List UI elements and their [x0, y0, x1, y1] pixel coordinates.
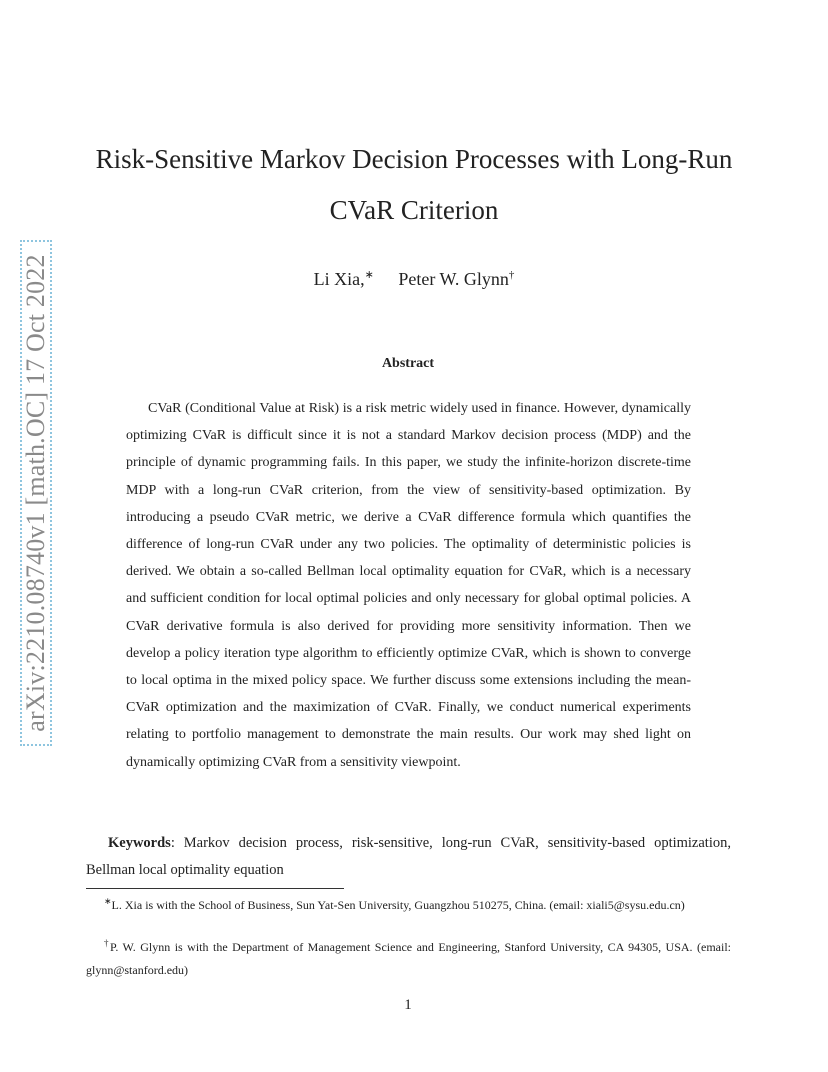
- author-2-name: Peter W. Glynn: [398, 269, 509, 289]
- abstract-body: CVaR (Conditional Value at Risk) is a risk metric widely used in finance. However, dynamically optimizing CVaR is difficult since it is not a standard Markov decision process (MDP) and the principle of dynamic programming fails. In this paper, we study the infinite-horizon discrete-time MDP with a long-run CVaR criterion, from the view of sensitivity-based optimization. By introducing a pseudo CVaR metric, we derive a CVaR difference formula which quantifies the difference of long-run CVaR under any two policies. The optimality of deterministic policies is derived. We obtain a so-called Bellman local optimality equation for CVaR, which is a necessary and sufficient condition for local optimal policies and only necessary for global optimal policies. A CVaR derivative formula is also derived for providing more sensitivity information. Then we develop a policy iteration type algorithm to efficiently optimize CVaR, which is shown to converge to local optima in the mixed policy space. We further discuss some extensions including the mean-CVaR optimization and the maximization of CVaR. Finally, we conduct numerical experiments relating to portfolio management to demonstrate the main results. Our work may shed light on dynamically optimizing CVaR from a sensitivity viewpoint.: [126, 401, 691, 770]
- footnote-divider: [86, 888, 344, 889]
- keywords-text: : Markov decision process, risk-sensitive, long-run CVaR, sensitivity-based optimization, Bellman local optimality equation: [86, 835, 731, 878]
- arxiv-watermark-text: arXiv:2210.08740v1 [math.OC] 17 Oct 2022: [21, 254, 50, 732]
- footnote-1-mark: ∗: [104, 896, 112, 906]
- keywords-label: Keywords: [108, 835, 171, 851]
- abstract-heading: Abstract: [381, 356, 435, 371]
- footnote-2-mark: †: [104, 938, 110, 948]
- author-1: [314, 269, 374, 289]
- paper-title-line-2: CVaR Criterion: [329, 195, 499, 225]
- author-list: [0, 268, 828, 290]
- footnote-1-text: L. Xia is with the School of Business, Sun Yat-Sen University, Guangzhou 510275, China. (email: xiali5@sysu.edu.cn): [111, 898, 685, 912]
- author-2: [398, 269, 514, 289]
- footnote-2: [86, 932, 731, 982]
- footnote-2-text: P. W. Glynn is with the Department of Management Science and Engineering, Stanford University, CA 94305, USA. (email: glynn@stanford.edu): [86, 940, 731, 977]
- page-number: 1: [404, 997, 412, 1013]
- author-1-footnote-mark: ∗: [364, 269, 374, 281]
- author-1-name: Li Xia,: [313, 269, 365, 289]
- author-2-footnote-mark: †: [508, 269, 515, 281]
- keywords-paragraph: [86, 830, 731, 884]
- paper-title-line-1: Risk-Sensitive Markov Decision Processes with Long-Run: [95, 144, 733, 174]
- footnote-1: [86, 890, 731, 917]
